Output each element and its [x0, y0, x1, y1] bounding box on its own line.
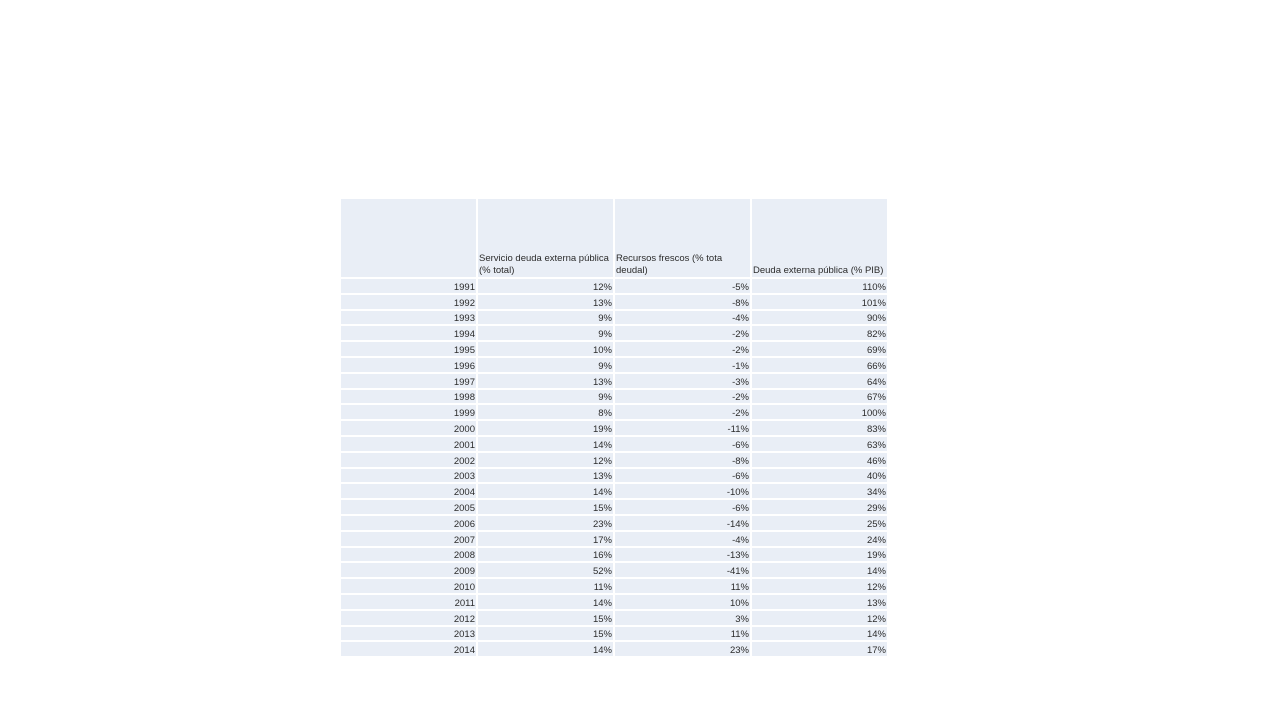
cell-fresh-resources: 10%	[615, 595, 750, 609]
cell-year: 1997	[341, 374, 476, 388]
header-row	[341, 199, 887, 277]
cell-debt-service: 11%	[478, 579, 613, 593]
table-row	[341, 295, 887, 309]
cell-fresh-resources: -2%	[615, 405, 750, 419]
cell-debt-service: 14%	[478, 595, 613, 609]
cell-debt-service: 13%	[478, 295, 613, 309]
cell-year: 2005	[341, 500, 476, 514]
cell-fresh-resources: -2%	[615, 390, 750, 404]
table-row	[341, 421, 887, 435]
cell-debt-service: 19%	[478, 421, 613, 435]
cell-debt-service: 9%	[478, 326, 613, 340]
cell-year: 1995	[341, 342, 476, 356]
cell-fresh-resources: -5%	[615, 279, 750, 293]
table-row	[341, 453, 887, 467]
cell-debt-service: 9%	[478, 390, 613, 404]
cell-fresh-resources: -41%	[615, 563, 750, 577]
cell-fresh-resources: -8%	[615, 295, 750, 309]
cell-year: 2010	[341, 579, 476, 593]
cell-debt-gdp: 34%	[752, 484, 887, 498]
header-cell-fresh-resources: Recursos frescos (% tota deudal)	[615, 199, 750, 277]
table-row	[341, 611, 887, 625]
cell-debt-gdp: 90%	[752, 311, 887, 325]
cell-year: 1998	[341, 390, 476, 404]
table-row	[341, 548, 887, 562]
cell-debt-gdp: 12%	[752, 579, 887, 593]
cell-year: 2008	[341, 548, 476, 562]
cell-debt-service: 13%	[478, 469, 613, 483]
cell-fresh-resources: -2%	[615, 342, 750, 356]
table-row	[341, 532, 887, 546]
cell-debt-gdp: 13%	[752, 595, 887, 609]
cell-debt-service: 17%	[478, 532, 613, 546]
cell-debt-gdp: 82%	[752, 326, 887, 340]
table-row	[341, 642, 887, 656]
cell-debt-service: 9%	[478, 358, 613, 372]
table-row	[341, 437, 887, 451]
cell-year: 1996	[341, 358, 476, 372]
table-row	[341, 563, 887, 577]
cell-fresh-resources: -14%	[615, 516, 750, 530]
cell-fresh-resources: 11%	[615, 627, 750, 641]
cell-fresh-resources: -2%	[615, 326, 750, 340]
header-cell-debt-service: Servicio deuda externa pública (% total)	[478, 199, 613, 277]
cell-fresh-resources: 23%	[615, 642, 750, 656]
cell-fresh-resources: -3%	[615, 374, 750, 388]
table-body	[341, 279, 887, 656]
header-cell-debt-gdp: Deuda externa pública (% PIB)	[752, 199, 887, 277]
cell-year: 1999	[341, 405, 476, 419]
table-header	[341, 199, 887, 277]
cell-debt-gdp: 12%	[752, 611, 887, 625]
cell-debt-gdp: 24%	[752, 532, 887, 546]
cell-year: 2003	[341, 469, 476, 483]
cell-debt-gdp: 83%	[752, 421, 887, 435]
table-row	[341, 358, 887, 372]
debt-data-table	[339, 197, 889, 658]
cell-debt-service: 15%	[478, 611, 613, 625]
cell-debt-service: 9%	[478, 311, 613, 325]
cell-debt-service: 52%	[478, 563, 613, 577]
cell-fresh-resources: 3%	[615, 611, 750, 625]
cell-debt-gdp: 66%	[752, 358, 887, 372]
table-row	[341, 516, 887, 530]
cell-year: 2001	[341, 437, 476, 451]
cell-fresh-resources: 11%	[615, 579, 750, 593]
cell-year: 2013	[341, 627, 476, 641]
cell-year: 2012	[341, 611, 476, 625]
cell-fresh-resources: -10%	[615, 484, 750, 498]
cell-debt-service: 14%	[478, 484, 613, 498]
cell-fresh-resources: -8%	[615, 453, 750, 467]
cell-fresh-resources: -4%	[615, 532, 750, 546]
table-row	[341, 579, 887, 593]
cell-debt-gdp: 29%	[752, 500, 887, 514]
table-row	[341, 595, 887, 609]
cell-year: 1994	[341, 326, 476, 340]
cell-debt-gdp: 101%	[752, 295, 887, 309]
table-row	[341, 405, 887, 419]
header-cell-year	[341, 199, 476, 277]
table-row	[341, 390, 887, 404]
cell-year: 2007	[341, 532, 476, 546]
cell-debt-service: 13%	[478, 374, 613, 388]
cell-year: 2009	[341, 563, 476, 577]
cell-debt-gdp: 100%	[752, 405, 887, 419]
cell-debt-gdp: 69%	[752, 342, 887, 356]
cell-debt-service: 16%	[478, 548, 613, 562]
cell-debt-service: 15%	[478, 500, 613, 514]
cell-debt-service: 14%	[478, 642, 613, 656]
cell-debt-service: 15%	[478, 627, 613, 641]
cell-debt-service: 8%	[478, 405, 613, 419]
table-row	[341, 311, 887, 325]
table-row	[341, 484, 887, 498]
cell-fresh-resources: -13%	[615, 548, 750, 562]
cell-debt-gdp: 17%	[752, 642, 887, 656]
table-row	[341, 342, 887, 356]
table-row	[341, 374, 887, 388]
cell-fresh-resources: -6%	[615, 437, 750, 451]
cell-debt-gdp: 25%	[752, 516, 887, 530]
cell-year: 2011	[341, 595, 476, 609]
cell-debt-gdp: 67%	[752, 390, 887, 404]
cell-debt-service: 12%	[478, 453, 613, 467]
cell-year: 2014	[341, 642, 476, 656]
cell-year: 2002	[341, 453, 476, 467]
table-row	[341, 500, 887, 514]
cell-debt-gdp: 19%	[752, 548, 887, 562]
cell-year: 1993	[341, 311, 476, 325]
cell-debt-gdp: 110%	[752, 279, 887, 293]
cell-fresh-resources: -11%	[615, 421, 750, 435]
cell-year: 1991	[341, 279, 476, 293]
table-row	[341, 469, 887, 483]
table-row	[341, 279, 887, 293]
cell-year: 1992	[341, 295, 476, 309]
cell-debt-gdp: 46%	[752, 453, 887, 467]
cell-year: 2000	[341, 421, 476, 435]
cell-debt-gdp: 63%	[752, 437, 887, 451]
cell-debt-service: 23%	[478, 516, 613, 530]
cell-year: 2004	[341, 484, 476, 498]
cell-fresh-resources: -4%	[615, 311, 750, 325]
cell-debt-service: 14%	[478, 437, 613, 451]
table-row	[341, 326, 887, 340]
cell-debt-gdp: 14%	[752, 627, 887, 641]
cell-debt-service: 12%	[478, 279, 613, 293]
cell-debt-service: 10%	[478, 342, 613, 356]
cell-debt-gdp: 64%	[752, 374, 887, 388]
cell-fresh-resources: -6%	[615, 500, 750, 514]
cell-fresh-resources: -1%	[615, 358, 750, 372]
cell-debt-gdp: 40%	[752, 469, 887, 483]
cell-year: 2006	[341, 516, 476, 530]
table-row	[341, 627, 887, 641]
cell-debt-gdp: 14%	[752, 563, 887, 577]
cell-fresh-resources: -6%	[615, 469, 750, 483]
